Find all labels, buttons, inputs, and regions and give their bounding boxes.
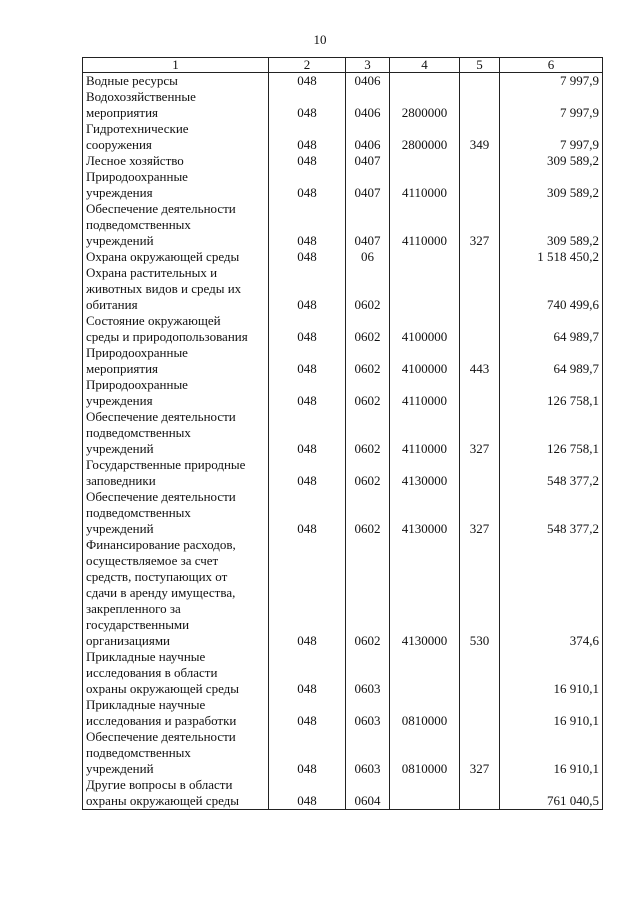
header-col-1: 1 bbox=[83, 58, 269, 73]
row-name-line: мероприятия bbox=[86, 105, 159, 120]
row-name-line: Финансирование расходов, bbox=[86, 537, 236, 552]
row-name-line: учреждения bbox=[86, 185, 153, 200]
target-article-code: 4130000 bbox=[390, 489, 460, 537]
section-code: 0603 bbox=[346, 729, 390, 777]
row-name-line: учреждений bbox=[86, 521, 154, 536]
amount: 16 910,1 bbox=[500, 729, 603, 777]
expense-type-code: 327 bbox=[460, 201, 500, 249]
amount: 548 377,2 bbox=[500, 457, 603, 489]
expense-type-code bbox=[460, 265, 500, 313]
target-article-code: 4130000 bbox=[390, 457, 460, 489]
row-name-line: подведомственных bbox=[86, 425, 191, 440]
row-name bbox=[83, 409, 269, 457]
header-col-5: 5 bbox=[460, 58, 500, 73]
table-row bbox=[83, 345, 603, 377]
amount: 1 518 450,2 bbox=[500, 249, 603, 265]
amount: 7 997,9 bbox=[500, 121, 603, 153]
ministry-code: 048 bbox=[269, 729, 346, 777]
row-name-line: подведомственных bbox=[86, 217, 191, 232]
ministry-code: 048 bbox=[269, 489, 346, 537]
row-name-line: Обеспечение деятельности bbox=[86, 409, 236, 424]
row-name bbox=[83, 89, 269, 121]
ministry-code: 048 bbox=[269, 777, 346, 810]
expense-type-code bbox=[460, 153, 500, 169]
row-name-line: заповедники bbox=[86, 473, 156, 488]
target-article-code bbox=[390, 153, 460, 169]
table-row bbox=[83, 265, 603, 313]
row-name-line: Обеспечение деятельности bbox=[86, 489, 236, 504]
row-name-line: Обеспечение деятельности bbox=[86, 729, 236, 744]
target-article-code bbox=[390, 73, 460, 90]
row-name-line: Лесное хозяйство bbox=[86, 153, 184, 168]
table-row bbox=[83, 201, 603, 249]
row-name-line: охраны окружающей среды bbox=[86, 681, 240, 696]
amount: 64 989,7 bbox=[500, 313, 603, 345]
row-name-line: охраны окружающей среды bbox=[86, 793, 240, 808]
amount: 7 997,9 bbox=[500, 73, 603, 90]
expense-type-code: 349 bbox=[460, 121, 500, 153]
table-row bbox=[83, 377, 603, 409]
target-article-code: 2800000 bbox=[390, 121, 460, 153]
target-article-code: 4110000 bbox=[390, 201, 460, 249]
header-col-3: 3 bbox=[346, 58, 390, 73]
target-article-code bbox=[390, 649, 460, 697]
table-row bbox=[83, 649, 603, 697]
amount: 374,6 bbox=[500, 537, 603, 649]
row-name bbox=[83, 377, 269, 409]
section-code: 0602 bbox=[346, 377, 390, 409]
target-article-code: 0810000 bbox=[390, 697, 460, 729]
row-name-line: среды и природопользования bbox=[86, 329, 248, 344]
section-code: 0602 bbox=[346, 489, 390, 537]
ministry-code: 048 bbox=[269, 313, 346, 345]
row-name-line: учреждений bbox=[86, 761, 154, 776]
row-name-line: учреждений bbox=[86, 233, 154, 248]
budget-table bbox=[82, 57, 603, 810]
ministry-code: 048 bbox=[269, 697, 346, 729]
row-name bbox=[83, 121, 269, 153]
row-name bbox=[83, 697, 269, 729]
table-row bbox=[83, 89, 603, 121]
row-name-line: Государственные природные bbox=[86, 457, 246, 472]
row-name bbox=[83, 249, 269, 265]
ministry-code: 048 bbox=[269, 249, 346, 265]
row-name-line: подведомственных bbox=[86, 745, 191, 760]
target-article-code bbox=[390, 777, 460, 810]
section-code: 0407 bbox=[346, 201, 390, 249]
ministry-code: 048 bbox=[269, 121, 346, 153]
amount: 16 910,1 bbox=[500, 649, 603, 697]
expense-type-code bbox=[460, 377, 500, 409]
section-code: 0603 bbox=[346, 649, 390, 697]
expense-type-code bbox=[460, 649, 500, 697]
section-code: 0604 bbox=[346, 777, 390, 810]
row-name-line: Охрана растительных и bbox=[86, 265, 218, 280]
row-name-line: животных видов и среды их bbox=[86, 281, 242, 296]
ministry-code: 048 bbox=[269, 153, 346, 169]
target-article-code: 4110000 bbox=[390, 377, 460, 409]
expense-type-code: 327 bbox=[460, 489, 500, 537]
expense-type-code bbox=[460, 73, 500, 90]
row-name-line: исследования в области bbox=[86, 665, 218, 680]
target-article-code: 4130000 bbox=[390, 537, 460, 649]
ministry-code: 048 bbox=[269, 457, 346, 489]
table-row bbox=[83, 777, 603, 810]
target-article-code bbox=[390, 249, 460, 265]
table-row bbox=[83, 537, 603, 649]
table-row bbox=[83, 73, 603, 90]
row-name-line: Прикладные научные bbox=[86, 697, 206, 712]
section-code: 0602 bbox=[346, 457, 390, 489]
table-row bbox=[83, 249, 603, 265]
row-name-line: Водные ресурсы bbox=[86, 73, 178, 88]
row-name bbox=[83, 649, 269, 697]
ministry-code: 048 bbox=[269, 345, 346, 377]
row-name-line: Другие вопросы в области bbox=[86, 777, 233, 792]
section-code: 0603 bbox=[346, 697, 390, 729]
target-article-code bbox=[390, 265, 460, 313]
row-name bbox=[83, 313, 269, 345]
target-article-code: 4100000 bbox=[390, 345, 460, 377]
ministry-code: 048 bbox=[269, 377, 346, 409]
expense-type-code: 327 bbox=[460, 409, 500, 457]
row-name bbox=[83, 457, 269, 489]
row-name bbox=[83, 729, 269, 777]
row-name-line: Природоохранные bbox=[86, 345, 188, 360]
row-name-line: мероприятия bbox=[86, 361, 159, 376]
header-col-2: 2 bbox=[269, 58, 346, 73]
section-code: 0406 bbox=[346, 73, 390, 90]
amount: 761 040,5 bbox=[500, 777, 603, 810]
row-name-line: Природоохранные bbox=[86, 377, 188, 392]
row-name bbox=[83, 265, 269, 313]
amount: 126 758,1 bbox=[500, 377, 603, 409]
page-number: 10 bbox=[313, 32, 327, 47]
table-row bbox=[83, 489, 603, 537]
ministry-code: 048 bbox=[269, 89, 346, 121]
section-code: 0407 bbox=[346, 169, 390, 201]
row-name-line: организациями bbox=[86, 633, 170, 648]
section-code: 0602 bbox=[346, 313, 390, 345]
table-body bbox=[83, 73, 603, 810]
amount: 126 758,1 bbox=[500, 409, 603, 457]
expense-type-code: 443 bbox=[460, 345, 500, 377]
amount: 309 589,2 bbox=[500, 201, 603, 249]
ministry-code: 048 bbox=[269, 537, 346, 649]
row-name bbox=[83, 537, 269, 649]
target-article-code: 4110000 bbox=[390, 409, 460, 457]
row-name-line: подведомственных bbox=[86, 505, 191, 520]
section-code: 06 bbox=[346, 249, 390, 265]
expense-type-code: 327 bbox=[460, 729, 500, 777]
row-name-line: учреждения bbox=[86, 393, 153, 408]
row-name bbox=[83, 201, 269, 249]
header-row bbox=[83, 58, 603, 73]
table-row bbox=[83, 729, 603, 777]
row-name-line: закрепленного за bbox=[86, 601, 181, 616]
row-name bbox=[83, 345, 269, 377]
row-name bbox=[83, 777, 269, 810]
row-name-line: Состояние окружающей bbox=[86, 313, 221, 328]
amount: 309 589,2 bbox=[500, 153, 603, 169]
table-row bbox=[83, 697, 603, 729]
target-article-code: 2800000 bbox=[390, 89, 460, 121]
amount: 16 910,1 bbox=[500, 697, 603, 729]
row-name-line: Обеспечение деятельности bbox=[86, 201, 236, 216]
section-code: 0602 bbox=[346, 345, 390, 377]
ministry-code: 048 bbox=[269, 201, 346, 249]
section-code: 0602 bbox=[346, 265, 390, 313]
ministry-code: 048 bbox=[269, 409, 346, 457]
section-code: 0406 bbox=[346, 121, 390, 153]
amount: 7 997,9 bbox=[500, 89, 603, 121]
target-article-code: 4100000 bbox=[390, 313, 460, 345]
expense-type-code bbox=[460, 697, 500, 729]
expense-type-code: 530 bbox=[460, 537, 500, 649]
section-code: 0407 bbox=[346, 153, 390, 169]
section-code: 0602 bbox=[346, 409, 390, 457]
ministry-code: 048 bbox=[269, 649, 346, 697]
expense-type-code bbox=[460, 249, 500, 265]
row-name bbox=[83, 169, 269, 201]
row-name-line: государственными bbox=[86, 617, 190, 632]
row-name-line: Охрана окружающей среды bbox=[86, 249, 240, 264]
section-code: 0602 bbox=[346, 537, 390, 649]
row-name-line: учреждений bbox=[86, 441, 154, 456]
expense-type-code bbox=[460, 777, 500, 810]
row-name bbox=[83, 153, 269, 169]
ministry-code: 048 bbox=[269, 265, 346, 313]
row-name-line: Гидротехнические bbox=[86, 121, 189, 136]
row-name-line: средств, поступающих от bbox=[86, 569, 228, 584]
expense-type-code bbox=[460, 89, 500, 121]
table-row bbox=[83, 313, 603, 345]
expense-type-code bbox=[460, 457, 500, 489]
row-name-line: Природоохранные bbox=[86, 169, 188, 184]
target-article-code: 4110000 bbox=[390, 169, 460, 201]
table-row bbox=[83, 153, 603, 169]
row-name-line: осуществляемое за счет bbox=[86, 553, 219, 568]
section-code: 0406 bbox=[346, 89, 390, 121]
table-row bbox=[83, 457, 603, 489]
expense-type-code bbox=[460, 313, 500, 345]
table-row bbox=[83, 121, 603, 153]
amount: 309 589,2 bbox=[500, 169, 603, 201]
row-name bbox=[83, 73, 269, 90]
amount: 740 499,6 bbox=[500, 265, 603, 313]
target-article-code: 0810000 bbox=[390, 729, 460, 777]
expense-type-code bbox=[460, 169, 500, 201]
ministry-code: 048 bbox=[269, 169, 346, 201]
row-name-line: обитания bbox=[86, 297, 138, 312]
header-col-6: 6 bbox=[500, 58, 603, 73]
amount: 64 989,7 bbox=[500, 345, 603, 377]
table-row bbox=[83, 409, 603, 457]
row-name-line: исследования и разработки bbox=[86, 713, 237, 728]
row-name-line: Водохозяйственные bbox=[86, 89, 196, 104]
row-name bbox=[83, 489, 269, 537]
row-name-line: сооружения bbox=[86, 137, 152, 152]
amount: 548 377,2 bbox=[500, 489, 603, 537]
row-name-line: сдачи в аренду имущества, bbox=[86, 585, 236, 600]
table-row bbox=[83, 169, 603, 201]
row-name-line: Прикладные научные bbox=[86, 649, 206, 664]
header-col-4: 4 bbox=[390, 58, 460, 73]
ministry-code: 048 bbox=[269, 73, 346, 90]
